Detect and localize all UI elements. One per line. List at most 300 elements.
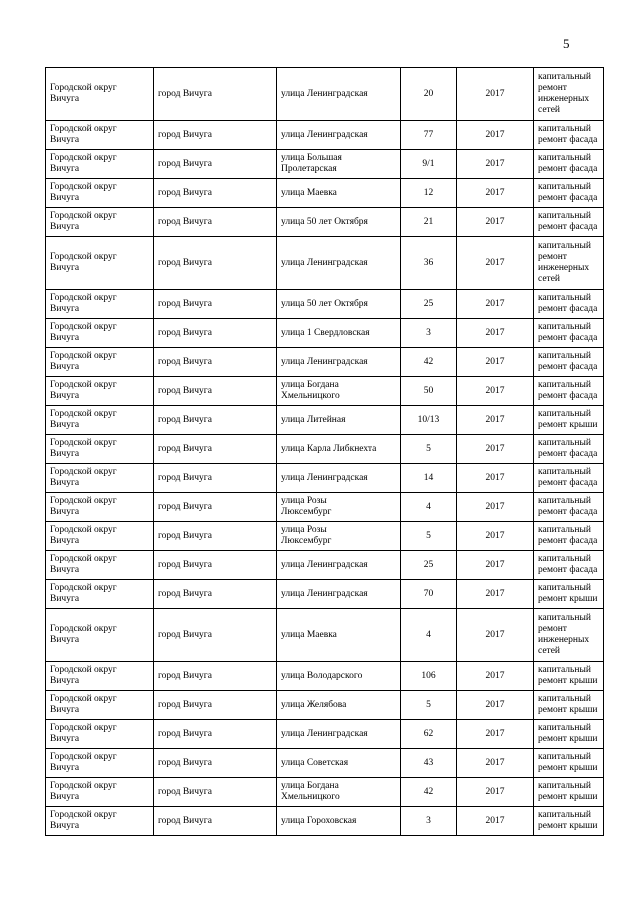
district-cell — [46, 807, 154, 836]
street-cell — [277, 749, 401, 778]
district-cell-text: Городской округ Вичуга — [50, 211, 117, 232]
district-cell-text: Городской округ Вичуга — [50, 723, 117, 744]
street-cell-text: улица Ленинградская — [281, 588, 368, 599]
street-cell — [277, 778, 401, 807]
street-cell-text: улица Ленинградская — [281, 129, 368, 140]
house-number-cell-text: 4 — [426, 501, 431, 512]
house-number-cell-text: 5 — [426, 530, 431, 541]
house-number-cell — [401, 493, 457, 522]
work-type-cell — [534, 522, 604, 551]
work-type-cell — [534, 377, 604, 406]
house-number-cell-text: 43 — [423, 757, 434, 768]
city-cell — [154, 720, 277, 749]
city-cell-text: город Вичуга — [158, 728, 212, 739]
district-cell-text: Городской округ Вичуга — [50, 293, 117, 314]
year-cell-text: 2017 — [485, 670, 505, 681]
street-cell-text: улица Большая Пролетарская — [281, 153, 342, 174]
city-cell-text: город Вичуга — [158, 699, 212, 710]
table-row — [46, 348, 604, 377]
district-cell — [46, 319, 154, 348]
house-number-cell — [401, 778, 457, 807]
street-cell-text: улица Литейная — [281, 414, 346, 425]
house-number-cell-text: 14 — [423, 472, 434, 483]
house-number-cell-text: 21 — [423, 216, 434, 227]
city-cell — [154, 377, 277, 406]
city-cell — [154, 179, 277, 208]
work-type-cell — [534, 749, 604, 778]
street-cell — [277, 464, 401, 493]
street-cell — [277, 662, 401, 691]
street-cell-text: улица Карла Либкнехта — [281, 443, 377, 454]
house-number-cell-text: 25 — [423, 559, 434, 570]
street-cell — [277, 807, 401, 836]
city-cell — [154, 290, 277, 319]
table-row — [46, 319, 604, 348]
city-cell-text: город Вичуга — [158, 786, 212, 797]
work-type-cell-text: капитальный ремонт фасада — [538, 322, 598, 343]
table-row — [46, 522, 604, 551]
district-cell — [46, 208, 154, 237]
district-cell — [46, 522, 154, 551]
district-cell — [46, 778, 154, 807]
house-number-cell — [401, 406, 457, 435]
district-cell — [46, 435, 154, 464]
house-number-cell-text: 62 — [423, 728, 434, 739]
city-cell — [154, 150, 277, 179]
city-cell-text: город Вичуга — [158, 327, 212, 338]
district-cell-text: Городской округ Вичуга — [50, 624, 117, 645]
street-cell — [277, 290, 401, 319]
city-cell-text: город Вичуга — [158, 588, 212, 599]
year-cell — [457, 720, 534, 749]
city-cell — [154, 464, 277, 493]
work-type-cell-text: капитальный ремонт крыши — [538, 723, 598, 744]
district-cell-text: Городской округ Вичуга — [50, 380, 117, 401]
work-type-cell — [534, 290, 604, 319]
year-cell — [457, 237, 534, 290]
street-cell — [277, 551, 401, 580]
district-cell — [46, 551, 154, 580]
city-cell-text: город Вичуга — [158, 158, 212, 169]
year-cell — [457, 749, 534, 778]
table-body — [46, 68, 604, 836]
city-cell-text: город Вичуга — [158, 385, 212, 396]
work-type-cell-text: капитальный ремонт фасада — [538, 153, 598, 174]
city-cell — [154, 68, 277, 121]
street-cell-text: улица Гороховская — [281, 815, 357, 826]
work-type-cell-text: капитальный ремонт фасада — [538, 211, 598, 232]
city-cell — [154, 580, 277, 609]
house-number-cell-text: 9/1 — [422, 158, 435, 169]
street-cell — [277, 208, 401, 237]
city-cell-text: город Вичуга — [158, 670, 212, 681]
table-row — [46, 691, 604, 720]
work-type-cell — [534, 121, 604, 150]
house-number-cell-text: 25 — [423, 298, 434, 309]
year-cell — [457, 662, 534, 691]
district-cell — [46, 121, 154, 150]
district-cell — [46, 720, 154, 749]
year-cell-text: 2017 — [485, 356, 505, 367]
work-type-cell-text: капитальный ремонт крыши — [538, 781, 598, 802]
year-cell — [457, 493, 534, 522]
district-cell-text: Городской округ Вичуга — [50, 665, 117, 686]
year-cell-text: 2017 — [485, 385, 505, 396]
house-number-cell — [401, 179, 457, 208]
city-cell-text: город Вичуга — [158, 216, 212, 227]
street-cell-text: улица Богдана Хмельницкого — [281, 380, 340, 401]
year-cell-text: 2017 — [485, 786, 505, 797]
year-cell — [457, 179, 534, 208]
city-cell — [154, 691, 277, 720]
year-cell-text: 2017 — [485, 443, 505, 454]
district-cell-text: Городской округ Вичуга — [50, 467, 117, 488]
district-cell-text: Городской округ Вичуга — [50, 83, 117, 104]
year-cell — [457, 609, 534, 662]
city-cell-text: город Вичуга — [158, 443, 212, 454]
year-cell — [457, 121, 534, 150]
street-cell-text: улица Розы Люксембург — [281, 525, 332, 546]
work-type-cell-text: капитальный ремонт инженерных сетей — [538, 241, 591, 284]
year-cell — [457, 150, 534, 179]
work-type-cell-text: капитальный ремонт фасада — [538, 182, 598, 203]
district-cell-text: Городской округ Вичуга — [50, 182, 117, 203]
street-cell-text: улица Ленинградская — [281, 356, 368, 367]
year-cell-text: 2017 — [485, 530, 505, 541]
work-type-cell — [534, 691, 604, 720]
city-cell — [154, 493, 277, 522]
house-number-cell — [401, 319, 457, 348]
district-cell — [46, 377, 154, 406]
district-cell — [46, 179, 154, 208]
work-type-cell-text: капитальный ремонт крыши — [538, 665, 598, 686]
city-cell — [154, 778, 277, 807]
year-cell-text: 2017 — [485, 158, 505, 169]
house-number-cell-text: 50 — [423, 385, 434, 396]
house-number-cell-text: 77 — [423, 129, 434, 140]
table-row — [46, 290, 604, 319]
house-number-cell — [401, 121, 457, 150]
table-row — [46, 493, 604, 522]
city-cell — [154, 522, 277, 551]
work-type-cell-text: капитальный ремонт крыши — [538, 752, 598, 773]
house-number-cell — [401, 208, 457, 237]
street-cell-text: улица Желябова — [281, 699, 347, 710]
city-cell-text: город Вичуга — [158, 257, 212, 268]
district-cell — [46, 406, 154, 435]
city-cell-text: город Вичуга — [158, 356, 212, 367]
year-cell-text: 2017 — [485, 588, 505, 599]
house-number-cell — [401, 691, 457, 720]
work-type-cell — [534, 807, 604, 836]
year-cell-text: 2017 — [485, 257, 505, 268]
year-cell — [457, 406, 534, 435]
district-cell — [46, 237, 154, 290]
table-row — [46, 749, 604, 778]
city-cell — [154, 208, 277, 237]
street-cell — [277, 68, 401, 121]
street-cell — [277, 435, 401, 464]
street-cell-text: улица Ленинградская — [281, 728, 368, 739]
city-cell-text: город Вичуга — [158, 88, 212, 99]
district-cell-text: Городской округ Вичуга — [50, 525, 117, 546]
work-type-cell-text: капитальный ремонт инженерных сетей — [538, 72, 591, 115]
table-row — [46, 580, 604, 609]
district-cell-text: Городской округ Вичуга — [50, 583, 117, 604]
district-cell — [46, 493, 154, 522]
city-cell — [154, 406, 277, 435]
work-type-cell — [534, 348, 604, 377]
district-cell — [46, 691, 154, 720]
street-cell — [277, 150, 401, 179]
house-number-cell — [401, 580, 457, 609]
work-type-cell — [534, 68, 604, 121]
work-type-cell — [534, 662, 604, 691]
work-type-cell-text: капитальный ремонт крыши — [538, 583, 598, 604]
work-type-cell-text: капитальный ремонт крыши — [538, 409, 598, 430]
work-type-cell — [534, 237, 604, 290]
year-cell — [457, 551, 534, 580]
work-type-cell — [534, 179, 604, 208]
city-cell-text: город Вичуга — [158, 530, 212, 541]
year-cell — [457, 464, 534, 493]
city-cell-text: город Вичуга — [158, 187, 212, 198]
city-cell — [154, 435, 277, 464]
street-cell-text: улица Володарского — [281, 670, 363, 681]
street-cell-text: улица Ленинградская — [281, 559, 368, 570]
year-cell-text: 2017 — [485, 501, 505, 512]
table-row — [46, 662, 604, 691]
year-cell — [457, 377, 534, 406]
house-number-cell-text: 12 — [423, 187, 434, 198]
street-cell-text: улица 50 лет Октября — [281, 216, 368, 227]
city-cell-text: город Вичуга — [158, 559, 212, 570]
city-cell-text: город Вичуга — [158, 414, 212, 425]
city-cell-text: город Вичуга — [158, 629, 212, 640]
work-type-cell — [534, 435, 604, 464]
house-number-cell-text: 5 — [426, 443, 431, 454]
district-cell-text: Городской округ Вичуга — [50, 781, 117, 802]
year-cell-text: 2017 — [485, 815, 505, 826]
street-cell — [277, 720, 401, 749]
district-cell-text: Городской округ Вичуга — [50, 496, 117, 517]
work-type-cell-text: капитальный ремонт крыши — [538, 810, 598, 831]
city-cell — [154, 807, 277, 836]
district-cell — [46, 464, 154, 493]
house-number-cell — [401, 435, 457, 464]
district-cell-text: Городской округ Вичуга — [50, 153, 117, 174]
street-cell — [277, 580, 401, 609]
street-cell — [277, 609, 401, 662]
street-cell-text: улица Маевка — [281, 187, 337, 198]
year-cell — [457, 435, 534, 464]
work-type-cell — [534, 609, 604, 662]
house-number-cell-text: 3 — [426, 327, 431, 338]
year-cell-text: 2017 — [485, 559, 505, 570]
street-cell — [277, 522, 401, 551]
table-row — [46, 179, 604, 208]
street-cell-text: улица Ленинградская — [281, 88, 368, 99]
district-cell — [46, 609, 154, 662]
table-row — [46, 406, 604, 435]
street-cell — [277, 406, 401, 435]
work-type-cell — [534, 493, 604, 522]
city-cell — [154, 121, 277, 150]
year-cell — [457, 522, 534, 551]
street-cell-text: улица Советская — [281, 757, 349, 768]
city-cell-text: город Вичуга — [158, 815, 212, 826]
table-row — [46, 551, 604, 580]
street-cell-text: улица Маевка — [281, 629, 337, 640]
house-number-cell-text: 3 — [426, 815, 431, 826]
year-cell — [457, 208, 534, 237]
house-number-cell — [401, 609, 457, 662]
year-cell — [457, 348, 534, 377]
table-row — [46, 150, 604, 179]
street-cell — [277, 319, 401, 348]
work-type-cell — [534, 464, 604, 493]
year-cell-text: 2017 — [485, 728, 505, 739]
table-row — [46, 464, 604, 493]
table-row — [46, 208, 604, 237]
table-row — [46, 778, 604, 807]
table-row — [46, 435, 604, 464]
work-type-cell-text: капитальный ремонт фасада — [538, 467, 598, 488]
street-cell-text: улица Ленинградская — [281, 472, 368, 483]
district-cell-text: Городской округ Вичуга — [50, 409, 117, 430]
house-number-cell-text: 20 — [423, 88, 434, 99]
year-cell-text: 2017 — [485, 757, 505, 768]
year-cell-text: 2017 — [485, 699, 505, 710]
city-cell-text: город Вичуга — [158, 501, 212, 512]
year-cell — [457, 807, 534, 836]
year-cell-text: 2017 — [485, 187, 505, 198]
repair-schedule-table — [45, 67, 604, 836]
work-type-cell-text: капитальный ремонт фасада — [538, 525, 598, 546]
house-number-cell — [401, 290, 457, 319]
street-cell — [277, 493, 401, 522]
table-row — [46, 609, 604, 662]
year-cell-text: 2017 — [485, 298, 505, 309]
district-cell-text: Городской округ Вичуга — [50, 554, 117, 575]
work-type-cell — [534, 551, 604, 580]
district-cell — [46, 150, 154, 179]
year-cell — [457, 290, 534, 319]
table-row — [46, 807, 604, 836]
district-cell-text: Городской округ Вичуга — [50, 810, 117, 831]
city-cell — [154, 348, 277, 377]
district-cell — [46, 749, 154, 778]
district-cell-text: Городской округ Вичуга — [50, 752, 117, 773]
street-cell — [277, 237, 401, 290]
street-cell-text: улица Богдана Хмельницкого — [281, 781, 340, 802]
year-cell-text: 2017 — [485, 216, 505, 227]
district-cell-text: Городской округ Вичуга — [50, 351, 117, 372]
house-number-cell-text: 70 — [423, 588, 434, 599]
table-row — [46, 377, 604, 406]
work-type-cell-text: капитальный ремонт фасада — [538, 496, 598, 517]
year-cell — [457, 778, 534, 807]
city-cell — [154, 237, 277, 290]
city-cell — [154, 662, 277, 691]
city-cell-text: город Вичуга — [158, 129, 212, 140]
house-number-cell — [401, 377, 457, 406]
table-row — [46, 720, 604, 749]
house-number-cell-text: 10/13 — [417, 414, 440, 425]
table-row — [46, 121, 604, 150]
city-cell — [154, 319, 277, 348]
year-cell-text: 2017 — [485, 472, 505, 483]
work-type-cell — [534, 319, 604, 348]
table-row — [46, 68, 604, 121]
year-cell-text: 2017 — [485, 629, 505, 640]
city-cell — [154, 609, 277, 662]
district-cell — [46, 348, 154, 377]
district-cell-text: Городской округ Вичуга — [50, 694, 117, 715]
house-number-cell — [401, 348, 457, 377]
city-cell — [154, 749, 277, 778]
district-cell-text: Городской округ Вичуга — [50, 438, 117, 459]
district-cell-text: Городской округ Вичуга — [50, 124, 117, 145]
city-cell-text: город Вичуга — [158, 757, 212, 768]
city-cell — [154, 551, 277, 580]
house-number-cell — [401, 237, 457, 290]
work-type-cell — [534, 150, 604, 179]
house-number-cell-text: 106 — [421, 670, 436, 681]
work-type-cell-text: капитальный ремонт фасада — [538, 293, 598, 314]
house-number-cell — [401, 522, 457, 551]
house-number-cell — [401, 720, 457, 749]
work-type-cell-text: капитальный ремонт инженерных сетей — [538, 613, 591, 656]
work-type-cell — [534, 406, 604, 435]
street-cell-text: улица 50 лет Октября — [281, 298, 368, 309]
house-number-cell-text: 5 — [426, 699, 431, 710]
street-cell — [277, 179, 401, 208]
work-type-cell — [534, 720, 604, 749]
year-cell-text: 2017 — [485, 414, 505, 425]
house-number-cell — [401, 150, 457, 179]
district-cell — [46, 662, 154, 691]
house-number-cell-text: 42 — [423, 356, 434, 367]
house-number-cell — [401, 551, 457, 580]
house-number-cell — [401, 807, 457, 836]
house-number-cell — [401, 662, 457, 691]
page-number: 5 — [563, 36, 570, 51]
work-type-cell-text: капитальный ремонт крыши — [538, 694, 598, 715]
work-type-cell-text: капитальный ремонт фасада — [538, 124, 598, 145]
district-cell — [46, 68, 154, 121]
work-type-cell-text: капитальный ремонт фасада — [538, 380, 598, 401]
city-cell-text: город Вичуга — [158, 298, 212, 309]
district-cell — [46, 580, 154, 609]
house-number-cell — [401, 464, 457, 493]
district-cell-text: Городской округ Вичуга — [50, 322, 117, 343]
year-cell-text: 2017 — [485, 327, 505, 338]
street-cell — [277, 377, 401, 406]
table-row — [46, 237, 604, 290]
work-type-cell — [534, 208, 604, 237]
house-number-cell — [401, 749, 457, 778]
street-cell — [277, 121, 401, 150]
year-cell-text: 2017 — [485, 88, 505, 99]
street-cell — [277, 348, 401, 377]
work-type-cell — [534, 778, 604, 807]
year-cell — [457, 319, 534, 348]
house-number-cell-text: 42 — [423, 786, 434, 797]
city-cell-text: город Вичуга — [158, 472, 212, 483]
year-cell — [457, 691, 534, 720]
year-cell — [457, 580, 534, 609]
